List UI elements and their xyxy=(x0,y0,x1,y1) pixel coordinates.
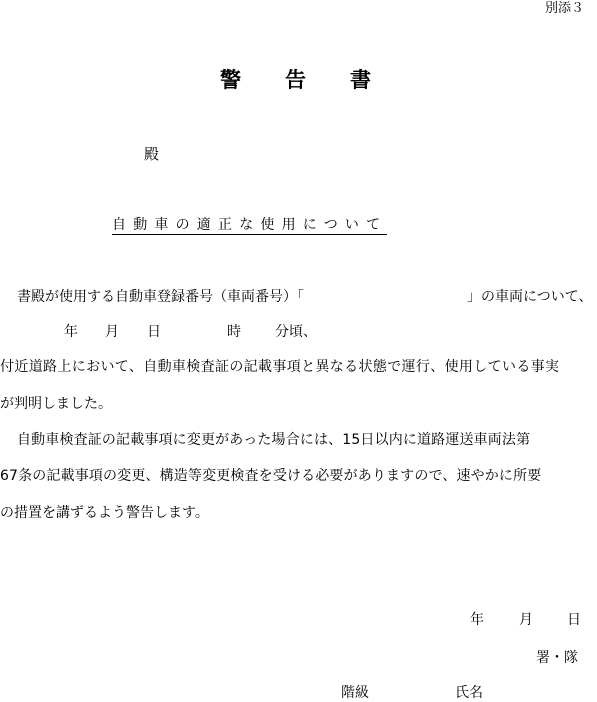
body-line-1-prefix: 書殿が使用する自動車登録番号（車両番号）「 xyxy=(17,289,304,305)
datetime-month-label: 月 xyxy=(105,324,119,340)
datetime-year-label: 年 xyxy=(64,324,78,340)
body-line-4: が判明しました。 xyxy=(0,396,112,412)
datetime-hour-label: 時 xyxy=(227,324,241,340)
body-line-3: 付近道路上において、自動車検査証の記載事項と異なる状態で運行、使用している事実 xyxy=(0,359,560,375)
document-title xyxy=(220,70,371,91)
signature-day-label: 日 xyxy=(567,612,581,628)
subject-heading: 自動車の適正な使用について xyxy=(112,217,388,233)
addressee-honorific: 殿 xyxy=(144,145,160,163)
body-line-7: の措置を講ずるよう警告します。 xyxy=(0,505,209,521)
signature-rank-label: 階級 xyxy=(341,685,369,701)
body-line-5: 自動車検査証の記載事項に変更があった場合には、15日以内に道路運送車両法第 xyxy=(17,432,531,448)
body-line-6: 67条の記載事項の変更、構造等変更検査を受ける必要がありますので、速やかに所要 xyxy=(0,468,542,484)
title-char-2: 告 xyxy=(285,68,306,92)
signature-office: 署・隊 xyxy=(536,650,578,666)
datetime-minute-label: 分頃、 xyxy=(275,324,317,340)
signature-year-label: 年 xyxy=(470,612,484,628)
datetime-day-label: 日 xyxy=(147,324,161,340)
body-line-1-suffix: 」の車両について、 xyxy=(467,289,593,305)
signature-name-label: 氏名 xyxy=(455,685,483,701)
title-char-1: 警 xyxy=(220,68,241,92)
signature-month-label: 月 xyxy=(519,612,533,628)
document-tag: 別添３ xyxy=(545,1,585,16)
title-char-3: 書 xyxy=(350,68,371,92)
